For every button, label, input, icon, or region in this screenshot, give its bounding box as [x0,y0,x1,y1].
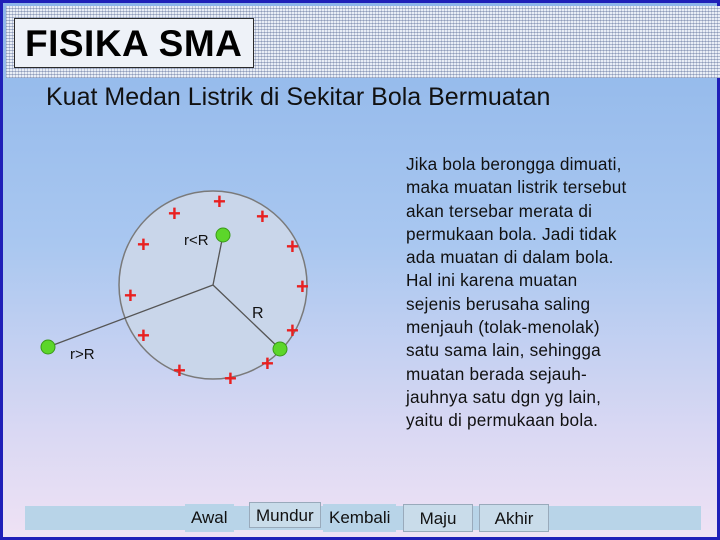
charge-plus: + [286,318,299,343]
description-line: maka muatan listrik tersebut [406,177,627,198]
label-r-greater-R: r>R [70,346,95,363]
awal-button[interactable]: Awal [185,504,234,532]
charge-plus: + [137,232,150,257]
charge-plus: + [224,366,237,391]
charge-plus: + [296,274,309,299]
description-line: permukaan bola. Jadi tidak [406,223,617,244]
header-bar [6,6,720,78]
charge-plus: + [173,358,186,383]
label-R: R [252,305,264,322]
charge-plus: + [213,189,226,214]
description-line: satu sama lain, sehingga [406,340,601,361]
slide-subtitle: Kuat Medan Listrik di Sekitar Bola Bermuatan [46,83,551,111]
charge-plus: + [261,351,274,376]
mundur-button[interactable]: Mundur [249,502,321,528]
page-title: FISIKA SMA [25,23,243,64]
title-box [14,18,254,68]
description-line: Jika bola berongga dimuati, [406,154,622,174]
charge-plus: + [256,204,269,229]
description-line: jauhnya satu dgn yg lain, [406,386,602,407]
description-line: akan tersebar merata di [406,200,593,221]
description-line: menjauh (tolak-menolak) [406,317,600,338]
charged-sphere-diagram [3,153,403,393]
description-line: yaitu di permukaan bola. [406,410,599,431]
point-on-surface [273,342,287,356]
charge-plus: + [286,234,299,259]
charge-plus: + [137,323,150,348]
point-outside [41,340,55,354]
charge-plus: + [168,201,181,226]
description-text [406,153,686,433]
maju-button[interactable]: Maju [403,504,473,532]
kembali-button[interactable]: Kembali [323,504,396,532]
charge-plus: + [124,283,137,308]
label-r-less-R: r<R [184,232,209,249]
description-line: sejenis berusaha saling [406,293,591,314]
description-line: Hal ini karena muatan [406,270,578,291]
description-line: ada muatan di dalam bola. [406,247,614,268]
point-inside [216,228,230,242]
description-line: muatan berada sejauh- [406,363,587,384]
akhir-button[interactable]: Akhir [479,504,549,532]
